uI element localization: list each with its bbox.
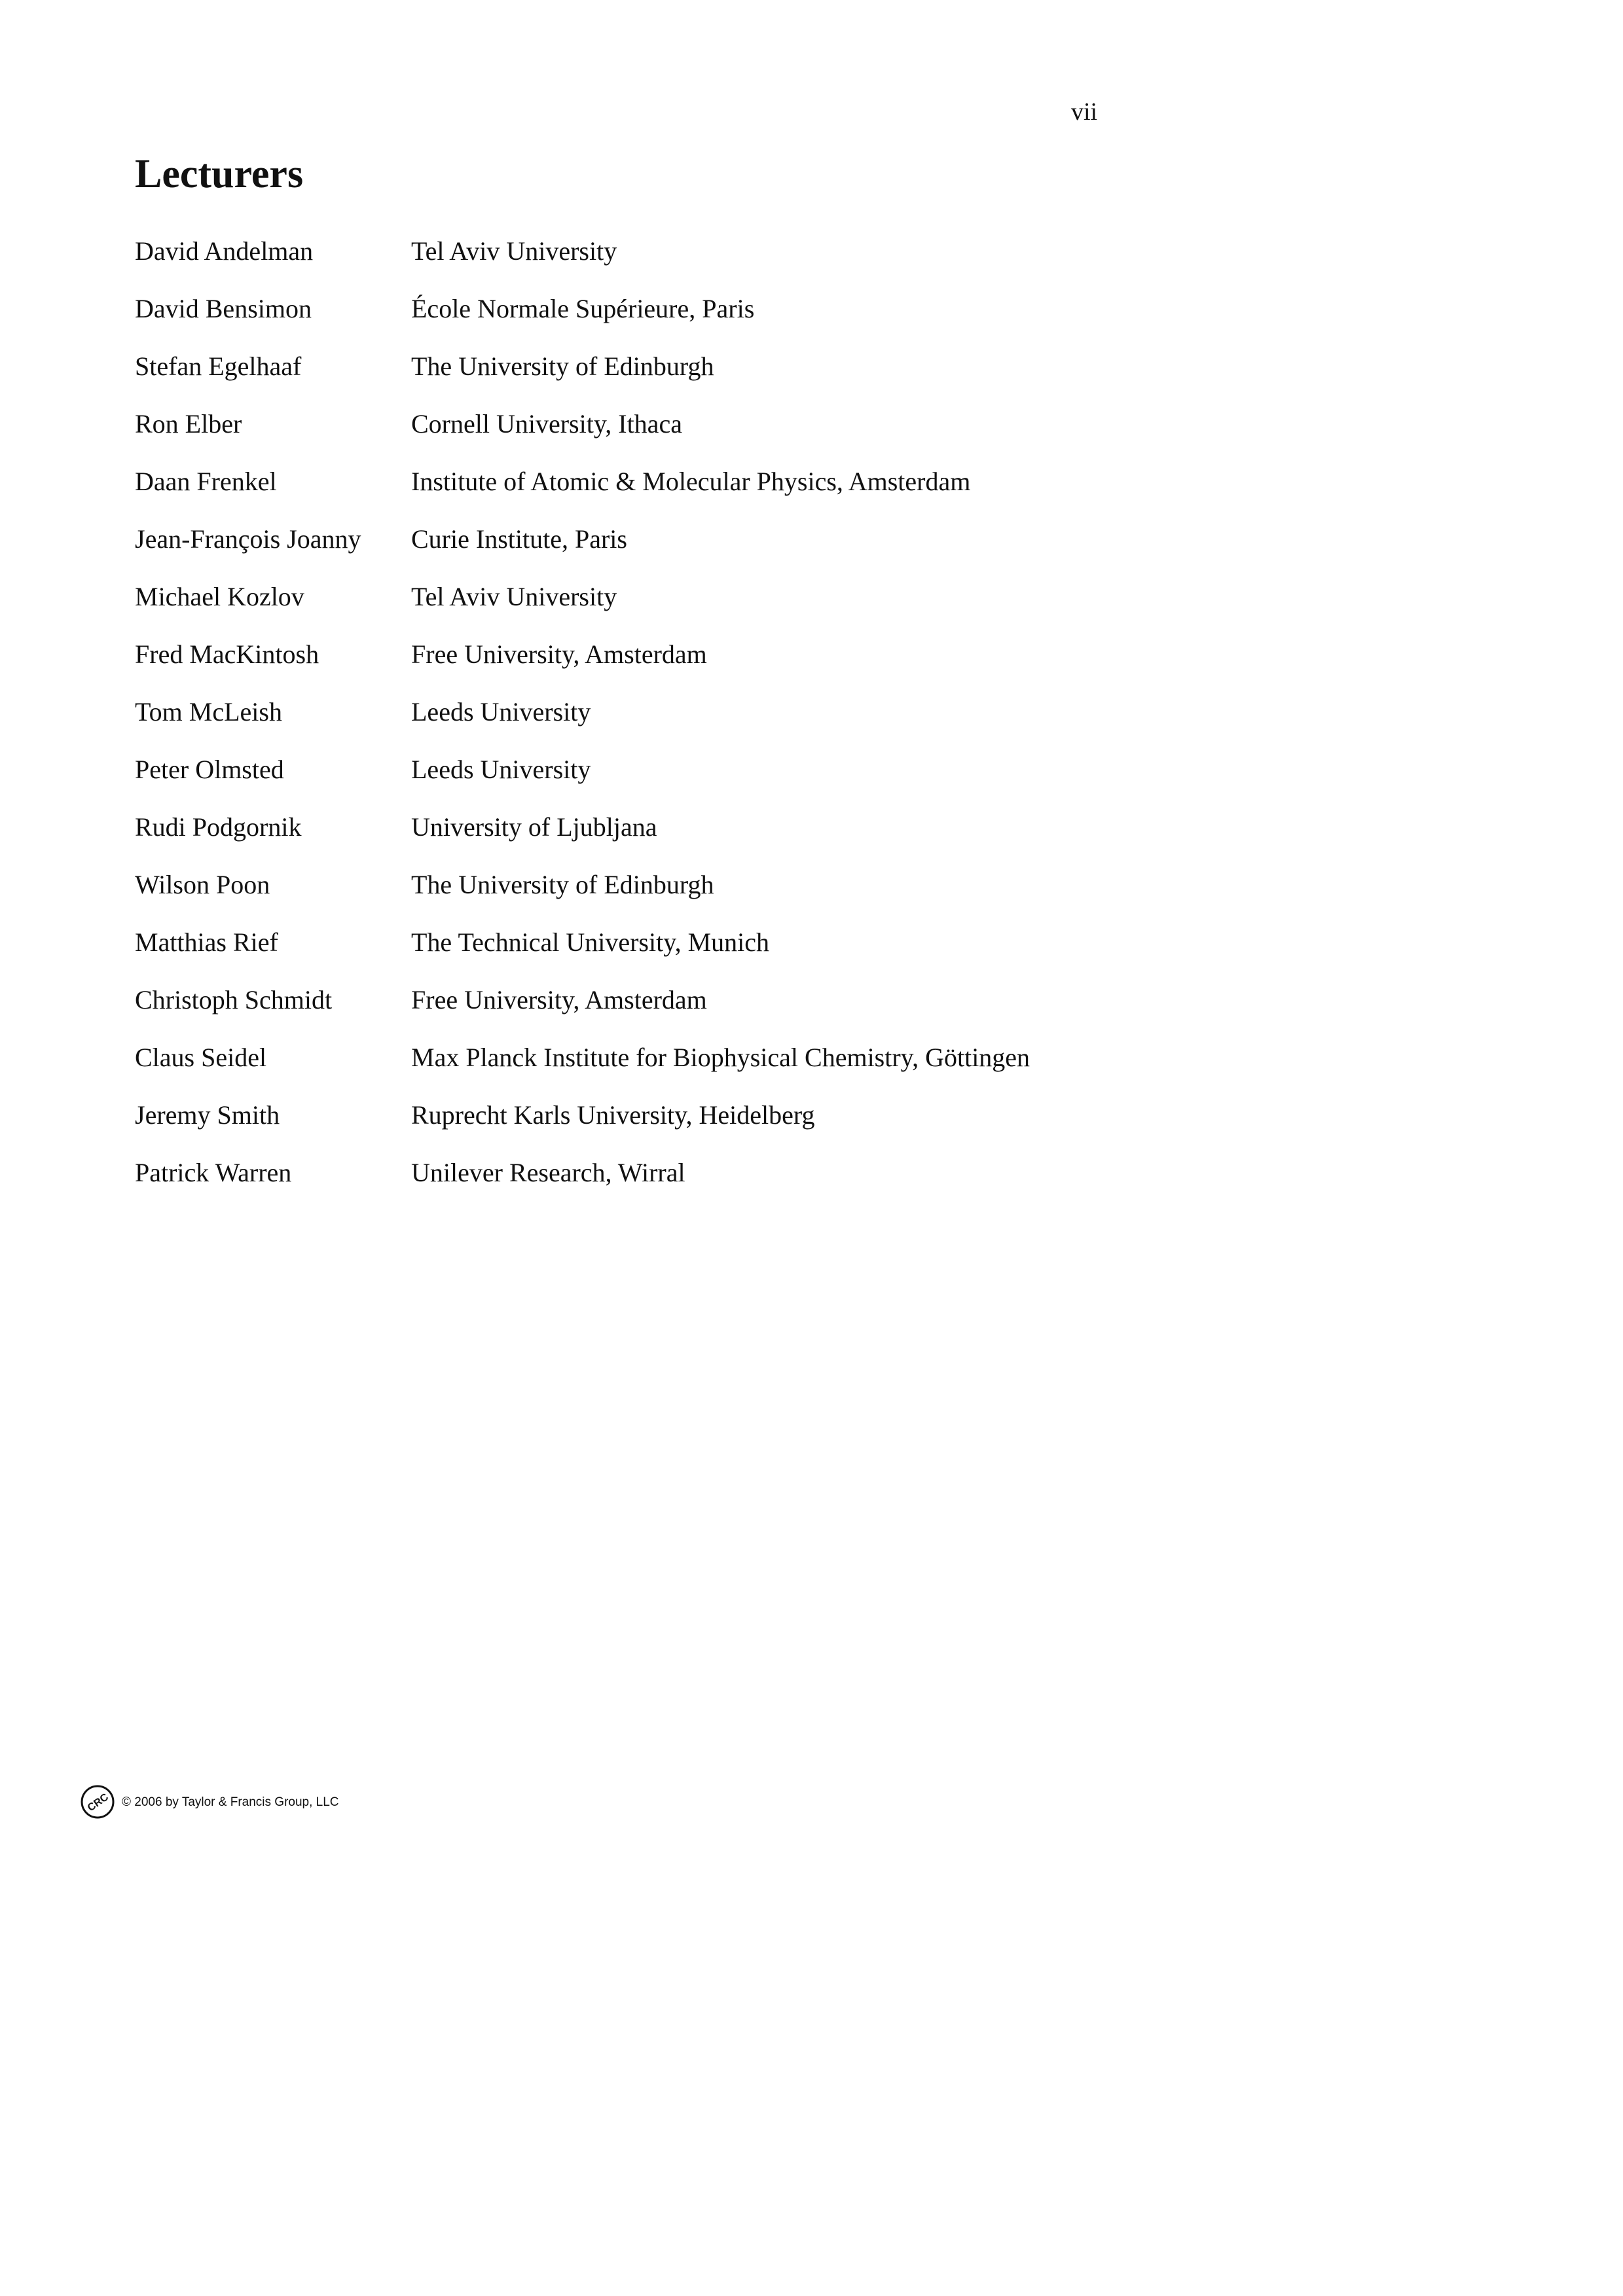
crc-logo-icon [80,1784,115,1820]
lecturer-affiliation: Cornell University, Ithaca [411,409,682,439]
lecturer-row [135,812,1379,869]
lecturer-affiliation: Curie Institute, Paris [411,524,627,554]
lecturer-row [135,524,1379,581]
copyright-notice: © 2006 by Taylor & Francis Group, LLC [122,1795,339,1809]
lecturer-row [135,639,1379,696]
lecturer-name: Rudi Podgornik [135,812,302,842]
lecturer-affiliation: Leeds University [411,697,591,726]
lecturer-name: Wilson Poon [135,870,270,899]
lecturer-name: David Bensimon [135,294,312,323]
lecturer-affiliation: Ruprecht Karls University, Heidelberg [411,1100,815,1130]
lecturer-row [135,984,1379,1042]
lecturer-affiliation: Leeds University [411,755,591,784]
lecturer-affiliation: University of Ljubljana [411,812,657,842]
lecturer-row [135,466,1379,524]
lecturer-row [135,1100,1379,1157]
lecturer-name: Daan Frenkel [135,467,277,496]
lecturer-row [135,581,1379,639]
lecturer-affiliation: Institute of Atomic & Molecular Physics, Amsterdam [411,467,971,496]
lecturer-affiliation: Tel Aviv University [411,582,617,611]
lecturer-name: Patrick Warren [135,1158,292,1187]
lecturer-affiliation: The University of Edinburgh [411,870,714,899]
lecturer-row [135,351,1379,408]
crc-logo-text: CRC [85,1791,111,1814]
lecturer-row [135,927,1379,984]
page-title: Lecturers [135,152,304,196]
lecturers-list [135,236,1379,1215]
lecturer-row [135,1042,1379,1100]
lecturer-row [135,869,1379,927]
lecturer-row [135,1157,1379,1215]
lecturer-name: Jeremy Smith [135,1100,280,1130]
lecturer-row [135,696,1379,754]
lecturer-row [135,236,1379,293]
lecturer-affiliation: The Technical University, Munich [411,927,770,957]
lecturer-affiliation: Tel Aviv University [411,236,617,266]
lecturer-name: Michael Kozlov [135,582,304,611]
page-number: vii [1071,98,1098,126]
lecturer-row [135,754,1379,812]
lecturer-name: David Andelman [135,236,314,266]
lecturer-name: Matthias Rief [135,927,278,957]
lecturer-affiliation: École Normale Supérieure, Paris [411,294,755,323]
lecturer-name: Fred MacKintosh [135,639,319,669]
lecturer-affiliation: Free University, Amsterdam [411,985,707,1014]
lecturer-name: Claus Seidel [135,1043,267,1072]
lecturer-row [135,408,1379,466]
lecturer-name: Peter Olmsted [135,755,284,784]
lecturer-name: Christoph Schmidt [135,985,333,1014]
lecturer-affiliation: Free University, Amsterdam [411,639,707,669]
lecturer-name: Stefan Egelhaaf [135,351,302,381]
lecturer-name: Tom McLeish [135,697,282,726]
lecturer-row [135,293,1379,351]
lecturer-affiliation: The University of Edinburgh [411,351,714,381]
lecturer-affiliation: Max Planck Institute for Biophysical Chemistry, Göttingen [411,1043,1030,1072]
lecturer-name: Jean-François Joanny [135,524,361,554]
lecturer-name: Ron Elber [135,409,242,439]
lecturer-affiliation: Unilever Research, Wirral [411,1158,685,1187]
